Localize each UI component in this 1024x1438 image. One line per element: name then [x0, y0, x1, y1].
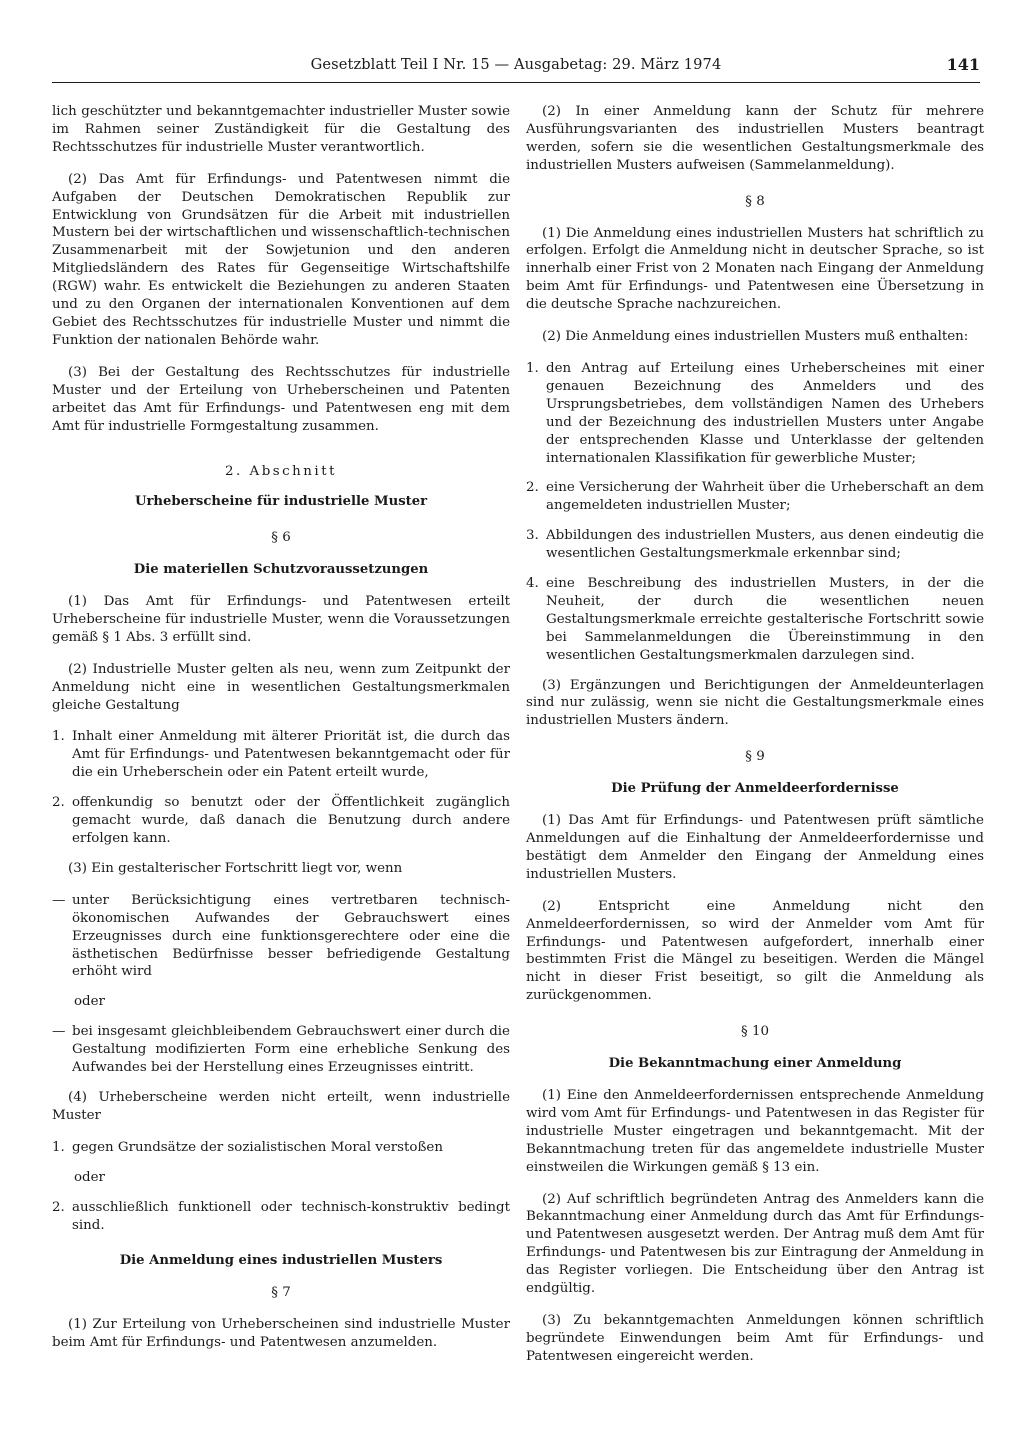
list-item	[52, 794, 510, 848]
oder-text: oder	[74, 994, 105, 1010]
paragraph-7-1: (1) Zur Erteilung von Urheberscheinen sind industrielle Muster beim Amt für Erfindungs- und Patentwesen anzumelden.	[52, 1317, 510, 1351]
left-column	[52, 103, 510, 1366]
paragraph-10-1: (1) Eine den Anmeldeerfordernissen entsprechende Anmeldung wird vom Amt für Erfindungs- und Patentwesen in das Register für industrielle Muster eingetragen und bekanntgemacht. Mit der Bekanntmachung treten für das angemeldete industrielle Muster einstweilen die Wirkungen gemäß § 13 ein.	[526, 1087, 984, 1175]
list-mark: 1.	[526, 360, 539, 376]
section-6-title: Die materiellen Schutzvoraussetzungen	[133, 562, 429, 578]
paragraph-6-3: (3) Ein gestalterischer Fortschritt liegt vor, wenn	[68, 860, 403, 876]
section-6-number: § 6	[271, 530, 291, 546]
list-text: bei insgesamt gleichbleibendem Gebrauchswert einer durch die Gestaltung modifizierten Form eine erhebliche Senkung des Aufwandes bei der Herstellung eines Erzeugnisses eintritt.	[72, 1024, 510, 1076]
paragraph-10-3: (3) Zu bekanntgemachten Anmeldungen können schriftlich begründete Einwendungen beim Amt für Erfindungs- und Patentwesen eingereicht werden.	[526, 1312, 984, 1364]
paragraph-9-2: (2) Entspricht eine Anmeldung nicht den Anmeldeerfordernissen, so wird der Anmelder vom Amt für Erfindungs- und Patentwesen aufgefordert, innerhalb einer bestimmten Frist die Mängel zu beseitigen. Werden die Mängel nicht in dieser Frist beseitigt, so gilt die Anmeldung als zurückgenommen.	[526, 898, 984, 1004]
page-number: 141	[946, 55, 980, 74]
list-text: den Antrag auf Erteilung eines Urheberscheines mit einer genauen Bezeichnung des Anmelders und des Ursprungsbetriebes, dem vollständigen Namen des Urhebers und der Bezeichnung des industriellen Musters unter Angabe der entsprechenden Klasse und Unterklasse der geltenden internationalen Klassifikation für gewerbliche Muster;	[546, 360, 984, 466]
paragraph-5-2: (2) Das Amt für Erfindungs- und Patentwesen nimmt die Aufgaben der Deutschen Demokratischen Republik zur Entwicklung von Grundsätzen für die Arbeit mit industriellen Mustern bei der wirtschaftlichen und wissenschaftlich-technischen Zusammenarbeit mit der Sowjetunion und den anderen Mitgliedsländern des Rates für Gegenseitige Wirtschaftshilfe (RGW) wahr. Es entwickelt die Beziehungen zu anderen Staaten und zu den Organen der internationalen Konventionen auf dem Gebiet des Rechtsschutzes für industrielle Muster und nimmt die Funktion der nationalen Behörde wahr.	[52, 171, 510, 348]
section-10-number: § 10	[741, 1024, 769, 1040]
paragraph-intro: lich geschützter und bekanntgemachter industrieller Muster sowie im Rahmen seiner Zuständigkeit für die Gestaltung des Rechtsschutzes für industrielle Muster verantwortlich.	[52, 104, 510, 155]
list-item	[52, 892, 510, 982]
paragraph-8-1: (1) Die Anmeldung eines industriellen Musters hat schriftlich zu erfolgen. Erfolgt die Anmeldung nicht in deutscher Sprache, so ist innerhalb einer Frist von 2 Monaten nach Eingang der Anmeldung beim Amt für Erfindungs- und Patentwesen eine Übersetzung in die deutsche Sprache nachzureichen.	[526, 225, 984, 313]
section-9-title: Die Prüfung der Anmeldeerfordernisse	[611, 781, 899, 797]
list-item	[526, 527, 984, 563]
list-mark: 2.	[52, 1199, 65, 1215]
list-text: offenkundig so benutzt oder der Öffentlichkeit zugänglich gemacht wurde, daß danach die Benutzung durch andere erfolgen kann.	[72, 795, 510, 846]
list-mark: 3.	[526, 528, 539, 544]
list-mark: —	[52, 1024, 66, 1040]
list-mark: 4.	[526, 576, 539, 592]
list-text: gegen Grundsätze der sozialistischen Moral verstoßen	[72, 1139, 443, 1155]
paragraph-6-2: (2) Industrielle Muster gelten als neu, wenn zum Zeitpunkt der Anmeldung nicht eine in wesentlichen Gestaltungsmerkmalen gleiche Gestaltung	[52, 661, 510, 713]
paragraph-7-2: (2) In einer Anmeldung kann der Schutz für mehrere Ausführungsvarianten des industriellen Musters beantragt werden, sofern sie die wesentlichen Gestaltungsmerkmale des industriellen Musters aufweisen (Sammelanmeldung).	[526, 104, 984, 173]
oder-text: oder	[74, 1169, 105, 1185]
list-mark: 2.	[52, 795, 65, 811]
list-item	[52, 1023, 510, 1077]
section-8-number: § 8	[745, 193, 765, 209]
header-title: Gesetzblatt Teil I Nr. 15 — Ausgabetag: 29. März 1974	[310, 56, 722, 73]
paragraph-10-2: (2) Auf schriftlich begründeten Antrag des Anmelders kann die Bekanntmachung einer Anmeldung durch das Amt für Erfindungs- und Patentwesen ausgesetzt werden. Der Antrag muß dem Amt für Erfindungs- und Patentwesen bis zur Eintragung der Anmeldung in das Register vorliegen. Die Entscheidung über den Antrag ist endgültig.	[526, 1191, 984, 1297]
abschnitt-title: Urheberscheine für industrielle Muster	[134, 494, 428, 510]
list-text: Abbildungen des industriellen Musters, aus denen eindeutig die wesentlichen Gestaltungsmerkmale erkennbar sind;	[546, 528, 984, 562]
list-item	[526, 360, 984, 467]
list-text: Inhalt einer Anmeldung mit älterer Priorität ist, die durch das Amt für Erfindungs- und Patentwesen bekanntgemacht oder für die ein Urheberschein oder ein Patent erteilt wurde,	[72, 729, 510, 781]
page-header	[52, 56, 980, 83]
list-text: eine Versicherung der Wahrheit über die Urheberschaft an dem angemeldeten industriellen Muster;	[546, 480, 984, 514]
list-item	[526, 479, 984, 515]
right-column	[526, 103, 984, 1380]
section-10-title: Die Bekanntmachung einer Anmeldung	[608, 1056, 902, 1072]
paragraph-6-4: (4) Urheberscheine werden nicht erteilt, wenn industrielle Muster	[52, 1089, 510, 1123]
section-7-number: § 7	[271, 1285, 291, 1301]
list-text: eine Beschreibung des industriellen Musters, in der die Neuheit, der durch die wesentlichen neuen Gestaltungsmerkmale erreichte gestalterische Fortschritt sowie bei Sammelanmeldungen die Übereinstimmung in den wesentlichen Gestaltungsmerkmalen darzulegen sind.	[546, 576, 984, 663]
paragraph-8-2: (2) Die Anmeldung eines industriellen Musters muß enthalten:	[542, 329, 969, 345]
paragraph-9-1: (1) Das Amt für Erfindungs- und Patentwesen prüft sämtliche Anmeldungen auf die Einhaltung der Anmeldeerfordernisse und bestätigt dem Anmelder den Eingang der Anmeldung eines industriellen Musters.	[526, 813, 984, 882]
paragraph-6-1: (1) Das Amt für Erfindungs- und Patentwesen erteilt Urheberscheine für industrielle Muster, wenn die Voraussetzungen gemäß § 1 Abs. 3 erfüllt sind.	[52, 594, 510, 645]
list-text: unter Berücksichtigung eines vertretbaren technisch-ökonomischen Aufwandes der Gebrauchswert eines Erzeugnisses durch eine funktionsgerechtere oder eine die ästhetischen Bedürfnisse besser befriedigende Gestaltung erhöht wird	[72, 892, 510, 980]
anmeldung-title: Die Anmeldung eines industriellen Musters	[119, 1253, 443, 1269]
list-item	[52, 1139, 510, 1157]
section-abschnitt-2: 2. Abschnitt	[225, 464, 337, 480]
list-mark: —	[52, 892, 66, 908]
list-mark: 1.	[52, 1139, 65, 1155]
list-item	[52, 728, 510, 782]
list-mark: 2.	[526, 480, 539, 496]
list-item	[526, 575, 984, 665]
paragraph-5-3: (3) Bei der Gestaltung des Rechtsschutzes für industrielle Muster und der Erteilung von Urheberscheinen und Patenten arbeitet das Amt für Erfindungs- und Patentwesen eng mit dem Amt für industrielle Formgestaltung zusammen.	[52, 364, 510, 434]
paragraph-8-3: (3) Ergänzungen und Berichtigungen der Anmeldeunterlagen sind nur zulässig, wenn sie nicht die Gestaltungsmerkmale eines industriellen Musters ändern.	[526, 677, 984, 729]
list-item	[52, 1199, 510, 1235]
list-text: ausschließlich funktionell oder technisch-konstruktiv bedingt sind.	[72, 1199, 510, 1233]
section-9-number: § 9	[745, 749, 765, 765]
list-mark: 1.	[52, 729, 65, 745]
